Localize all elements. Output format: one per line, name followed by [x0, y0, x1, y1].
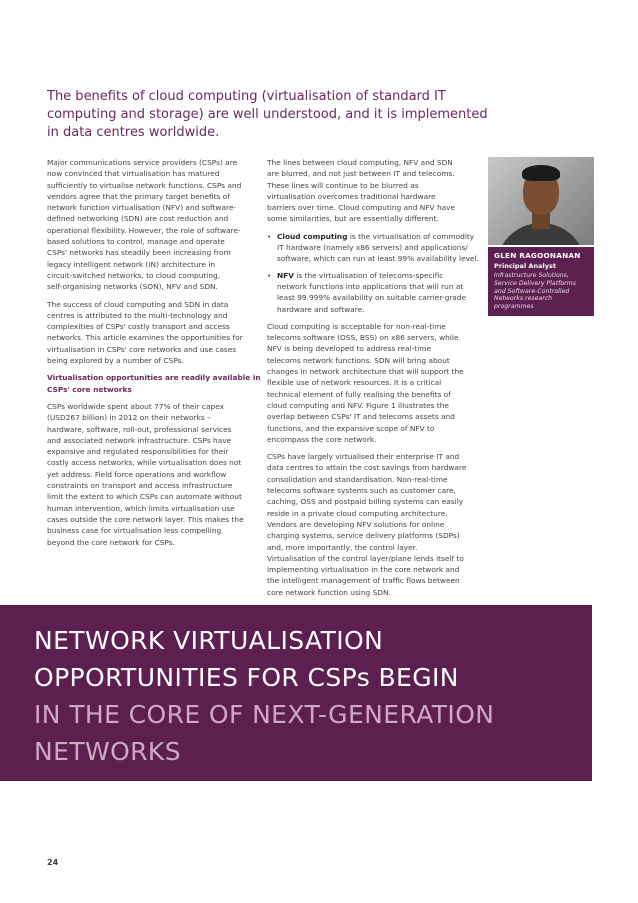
- section-subheading: [47, 372, 261, 395]
- text-line: telecoms software systems such as customer care,: [267, 486, 456, 496]
- page-number: 24: [47, 858, 59, 867]
- text-line: beyond the core network for CSPs.: [47, 537, 175, 547]
- bullet-line: software, which can run at least 99% availability level.: [277, 254, 479, 264]
- text-line: (USD267 billion) in 2012 on their networks –: [47, 413, 211, 423]
- bullet-text: is the virtualisation of telecoms-specific: [293, 270, 444, 280]
- text-line: implementing virtualisation in the core network and: [267, 565, 460, 575]
- text-line: and associated network infrastructure. CSPs have: [47, 435, 232, 445]
- text-line: human intervention, which limits virtualisation use: [47, 503, 235, 513]
- definition-list: [267, 231, 479, 315]
- text-line: centres is attributed to the multi-technology and: [47, 310, 228, 320]
- text-line: expansive and regulated responsibilities for their: [47, 447, 229, 457]
- text-line: The lines between cloud computing, NFV and SDN: [267, 158, 453, 167]
- text-line: being explored by a number of CSPs.: [47, 356, 184, 366]
- text-line: charging systems, service delivery platforms (SDPs): [267, 531, 460, 541]
- text-line: virtualisation overcomes traditional hardware: [267, 191, 436, 201]
- research-area-line: programmes: [494, 303, 534, 311]
- author-research-areas: [494, 272, 588, 311]
- paragraph-csps-virtualised: [267, 451, 475, 598]
- bullet-marker: •: [267, 231, 272, 241]
- subheading-line: Virtualisation opportunities are readily available in: [47, 373, 261, 383]
- text-line: costly access networks, while virtualisation does not: [47, 458, 242, 468]
- text-line: encompass the core network.: [267, 434, 377, 444]
- paragraph-csps-convinced: [47, 157, 253, 293]
- text-line: cases outside the core network layer. This makes the: [47, 514, 244, 524]
- bullet-line: [277, 270, 475, 281]
- headline-banner: [0, 605, 592, 781]
- text-line: are blurred, and not just between IT and telecoms.: [267, 169, 455, 179]
- text-line: based solutions to control, manage and operate: [47, 237, 225, 247]
- text-line: network function virtualisation (NFV) and software-: [47, 203, 237, 213]
- text-line: reside in a private cloud computing architecture.: [267, 508, 448, 518]
- text-line: These lines will continue to be blurred as: [267, 180, 419, 190]
- bullet-term: NFV: [277, 270, 294, 280]
- paragraph-capex: [47, 401, 253, 548]
- text-line: CSPs' networks has steadily been increasing from: [47, 248, 231, 258]
- text-line: Virtualisation of the control layer/plane lends itself to: [267, 553, 464, 563]
- bullet-line: hardware and software.: [277, 304, 365, 314]
- text-line: telecoms network functions. SDN will bring about: [267, 355, 450, 365]
- text-line: changes in network architecture that will support the: [267, 367, 464, 377]
- text-line: barriers over time. Cloud computing and NFV have: [267, 203, 456, 213]
- text-line: sufficiently to virtualise network functions. CSPs and: [47, 180, 242, 190]
- text-line: limit the extent to which CSPs can automate without: [47, 492, 242, 502]
- intro-line: in data centres worldwide.: [47, 125, 220, 140]
- subheading-line: CSPs' core networks: [47, 384, 132, 394]
- author-name: GLEN RAGOONANAN: [494, 251, 581, 260]
- text-line: complexities of CSPs' costly transport and access: [47, 322, 230, 332]
- banner-headline: [34, 622, 494, 770]
- text-line: technical element of fully realising the benefits of: [267, 389, 451, 399]
- photo-hair: [522, 165, 560, 181]
- text-line: operational flexibility. However, the role of software-: [47, 225, 241, 235]
- text-line: and, more importantly, the control layer.: [267, 542, 418, 552]
- text-line: networks. This article examines the opportunities for: [47, 333, 243, 343]
- banner-line: IN THE CORE OF NEXT-GENERATION: [34, 700, 495, 729]
- text-line: legacy intelligent network (IN) architecture in: [47, 259, 216, 269]
- paragraph-lines-blurred: [267, 157, 475, 225]
- text-line: overlap between CSPs' IT and telecoms assets and: [267, 412, 455, 422]
- bullet-marker: •: [267, 270, 272, 280]
- text-line: Major communications service providers (CSPs) are: [47, 158, 238, 167]
- banner-line: NETWORKS: [34, 737, 181, 766]
- text-line: vendors agree that the primary target benefits of: [47, 191, 230, 201]
- bullet-line: network functions into applications that will run at: [277, 281, 464, 291]
- banner-line: OPPORTUNITIES FOR CSPs BEGIN: [34, 663, 459, 692]
- banner-line: NETWORK VIRTUALISATION: [34, 626, 384, 655]
- text-line: Vendors are developing NFV solutions for online: [267, 519, 445, 529]
- paragraph-success-cloud: [47, 299, 253, 367]
- text-line: CSPs have largely virtualised their enterprise IT and: [267, 452, 460, 462]
- bullet-text: is the virtualisation of commodity: [347, 231, 475, 241]
- text-line: cloud computing and NFV. Figure 1 illustrates the: [267, 400, 449, 410]
- bullet-line: IT hardware (namely x86 servers) and applications/: [277, 243, 468, 253]
- text-line: caching, OSS and postpaid billing systems can easily: [267, 497, 464, 507]
- text-line: Cloud computing is acceptable for non-real-time: [267, 321, 446, 331]
- bullet-nfv: [267, 270, 475, 315]
- text-line: core network function using SDN.: [267, 587, 391, 597]
- text-line: virtualisation in CSPs' core networks and use cases: [47, 344, 237, 354]
- text-line: business case for virtualisation less compelling: [47, 526, 222, 536]
- research-area-line: and Software-Controlled: [494, 287, 570, 295]
- author-photo: [488, 157, 594, 245]
- text-line: consolidation and standardisation. Non-real-time: [267, 474, 448, 484]
- text-line: CSPs worldwide spent about 77% of their capex: [47, 401, 224, 411]
- intro-heading: [47, 88, 488, 142]
- text-line: self-organising networks (SON), NFV and SDN.: [47, 282, 218, 292]
- author-role: Principal Analyst: [494, 262, 556, 270]
- article-column-left: [47, 157, 261, 554]
- research-area-line: Networks research: [494, 295, 553, 303]
- paragraph-cloud-acceptable: [267, 321, 475, 445]
- intro-line: The benefits of cloud computing (virtualisation of standard IT: [47, 89, 446, 104]
- text-line: flexible use of network resources. It is a critical: [267, 378, 442, 388]
- text-line: the intelligent management of traffic flows between: [267, 576, 460, 586]
- bullet-line: [277, 231, 475, 242]
- bullet-cloud-computing: [267, 231, 479, 265]
- text-line: NFV is being developed to address real-time: [267, 344, 431, 354]
- text-line: some similarities, but are essentially different.: [267, 214, 439, 224]
- text-line: data centres to attain the cost savings from hardware: [267, 463, 467, 473]
- text-line: yet address. Field force operations and workflow: [47, 469, 227, 479]
- bullet-term: Cloud computing: [277, 231, 348, 241]
- text-line: The success of cloud computing and SDN in data: [47, 299, 229, 309]
- intro-line: computing and storage) are well understood, and it is implemented: [47, 107, 488, 122]
- bullet-line: least 99.999% availability on suitable carrier-grade: [277, 293, 467, 303]
- text-line: telecoms software (OSS, BSS) on x86 servers, while: [267, 333, 459, 343]
- research-area-line: Service Delivery Platforms: [494, 279, 576, 287]
- text-line: now convinced that virtualisation has matured: [47, 169, 220, 179]
- text-line: defined networking (SDN) are cost reduction and: [47, 214, 229, 224]
- research-area-line: Infrastructure Solutions,: [494, 272, 569, 279]
- text-line: constraints on transport and access infrastructure: [47, 481, 233, 491]
- article-column-middle: [267, 157, 479, 604]
- text-line: circuit-switched networks, to cloud computing,: [47, 270, 221, 280]
- text-line: functions, and the expansive scope of NFV to: [267, 423, 435, 433]
- text-line: hardware, software, roll-out, professional services: [47, 424, 232, 434]
- author-card: [488, 247, 594, 316]
